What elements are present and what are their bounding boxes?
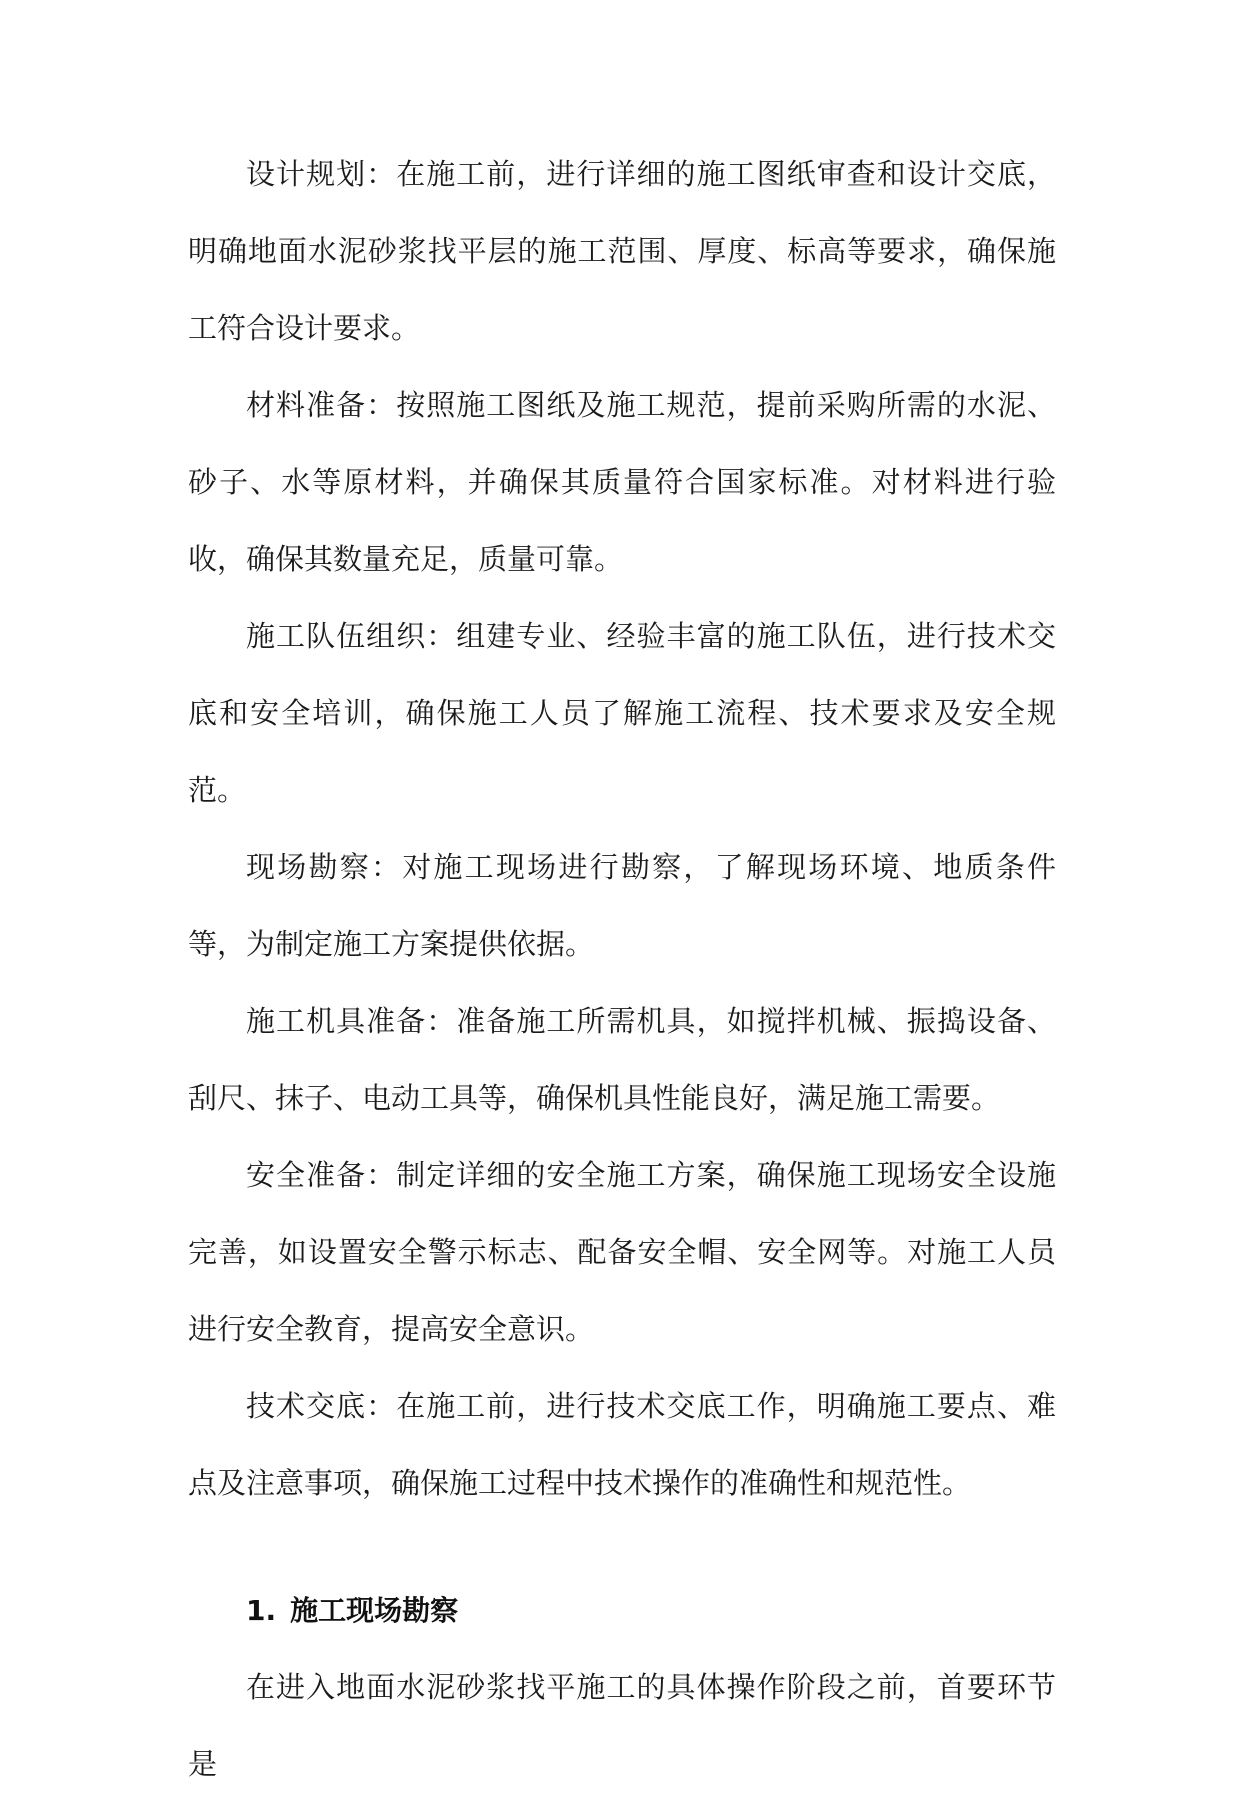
paragraph-material-preparation: 材料准备：按照施工图纸及施工规范，提前采购所需的水泥、砂子、水等原材料，并确保其质量符合国家标准。对材料进行验收，确保其数量充足，质量可靠。 <box>188 388 1056 576</box>
paragraph-team-organization: 施工队伍组织：组建专业、经验丰富的施工队伍，进行技术交底和安全培训，确保施工人员了解施工流程、技术要求及安全规范。 <box>188 619 1056 807</box>
section-title: 施工现场勘察 <box>290 1594 459 1627</box>
paragraph-equipment-preparation: 施工机具准备：准备施工所需机具，如搅拌机械、振捣设备、刮尺、抹子、电动工具等，确保机具性能良好，满足施工需要。 <box>188 1004 1056 1115</box>
paragraph-safety-preparation: 安全准备：制定详细的安全施工方案，确保施工现场安全设施完善，如设置安全警示标志、配备安全帽、安全网等。对施工人员进行安全教育，提高安全意识。 <box>188 1158 1056 1346</box>
paragraph-technical-briefing: 技术交底：在施工前，进行技术交底工作，明确施工要点、难点及注意事项，确保施工过程中技术操作的准确性和规范性。 <box>188 1389 1056 1500</box>
paragraph-closing: 在进入地面水泥砂浆找平施工的具体操作阶段之前，首要环节是 <box>188 1670 1056 1781</box>
section-heading <box>188 1572 1056 1649</box>
section-number: 1. <box>246 1594 277 1627</box>
document-body <box>188 136 1056 1803</box>
paragraph-design-planning: 设计规划：在施工前，进行详细的施工图纸审查和设计交底，明确地面水泥砂浆找平层的施工范围、厚度、标高等要求，确保施工符合设计要求。 <box>188 157 1056 345</box>
paragraph-site-survey: 现场勘察：对施工现场进行勘察，了解现场环境、地质条件等，为制定施工方案提供依据。 <box>188 850 1056 961</box>
